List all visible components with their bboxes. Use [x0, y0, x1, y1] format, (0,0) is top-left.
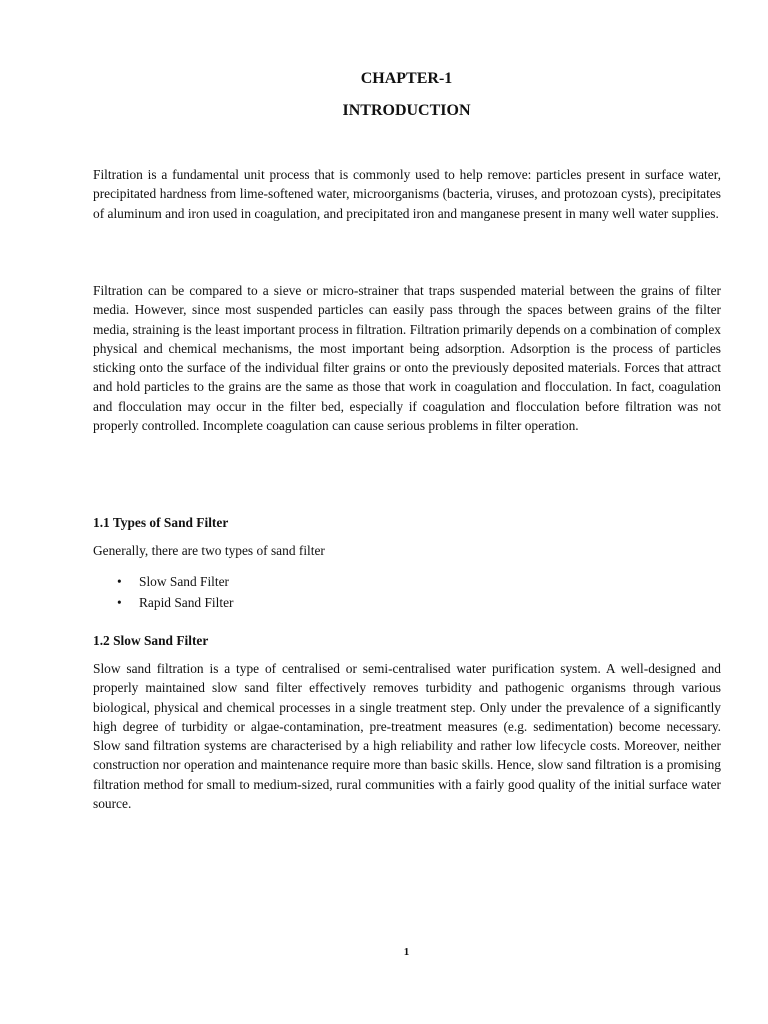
- section-heading-types-of-sand-filter: 1.1 Types of Sand Filter: [93, 515, 229, 530]
- list-item: [93, 572, 233, 593]
- section-heading-slow-sand-filter: 1.2 Slow Sand Filter: [93, 633, 209, 648]
- list-item-label: Slow Sand Filter: [139, 574, 230, 589]
- slow-sand-filter-paragraph: Slow sand filtration is a type of centralised or semi-centralised water purification system. A well-designed and properly maintained slow sand filter effectively removes turbidity and pathogenic organisms through various biological, physical and chemical processes in a single treatment step. Only under the prevalence of a significantly high degree of turbidity or algae-contamination, pre-treatment measures (e.g. sedimentation) become necessary. Slow sand filtration systems are characterised by a high reliability and rather low lifecycle costs. Moreover, neither construction nor operation and maintenance require more than basic skills. Hence, slow sand filtration is a promising filtration method for small to medium-sized, rural communities with a fairly good quality of the initial surface water source.: [93, 661, 721, 812]
- bullet-icon: •: [117, 574, 122, 589]
- intro-paragraph-1: Filtration is a fundamental unit process that is commonly used to help remove: particles present in surface water, precipitated hardness from lime-softened water, microorganisms (bacteria, viruses, and protozoan cysts), precipitates of aluminum and iron used in coagulation, and precipitated iron and manganese present in many well water supplies.: [93, 167, 721, 221]
- list-item-label: Rapid Sand Filter: [139, 595, 234, 610]
- chapter-title: INTRODUCTION: [342, 102, 471, 119]
- intro-paragraph-2: Filtration can be compared to a sieve or micro-strainer that traps suspended material between the grains of filter media. However, since most suspended particles can easily pass through the spaces between grains of the filter media, straining is the least important process in filtration. Filtration primarily depends on a combination of complex physical and chemical mechanisms, the most important being adsorption. Adsorption is the process of particles sticking onto the surface of the individual filter grains or onto the previously deposited materials. Forces that attract and hold particles to the grains are the same as those that work in coagulation and flocculation. In fact, coagulation and flocculation may occur in the filter bed, especially if coagulation and flocculation before filtration was not properly controlled. Incomplete coagulation can cause serious problems in filter operation.: [93, 283, 721, 434]
- bullet-icon: •: [117, 595, 122, 610]
- chapter-number: CHAPTER-1: [360, 70, 453, 87]
- list-item: [93, 593, 233, 614]
- sand-filter-types-list: [93, 572, 233, 614]
- page-number: 1: [403, 946, 410, 958]
- types-intro-text: Generally, there are two types of sand filter: [93, 543, 325, 558]
